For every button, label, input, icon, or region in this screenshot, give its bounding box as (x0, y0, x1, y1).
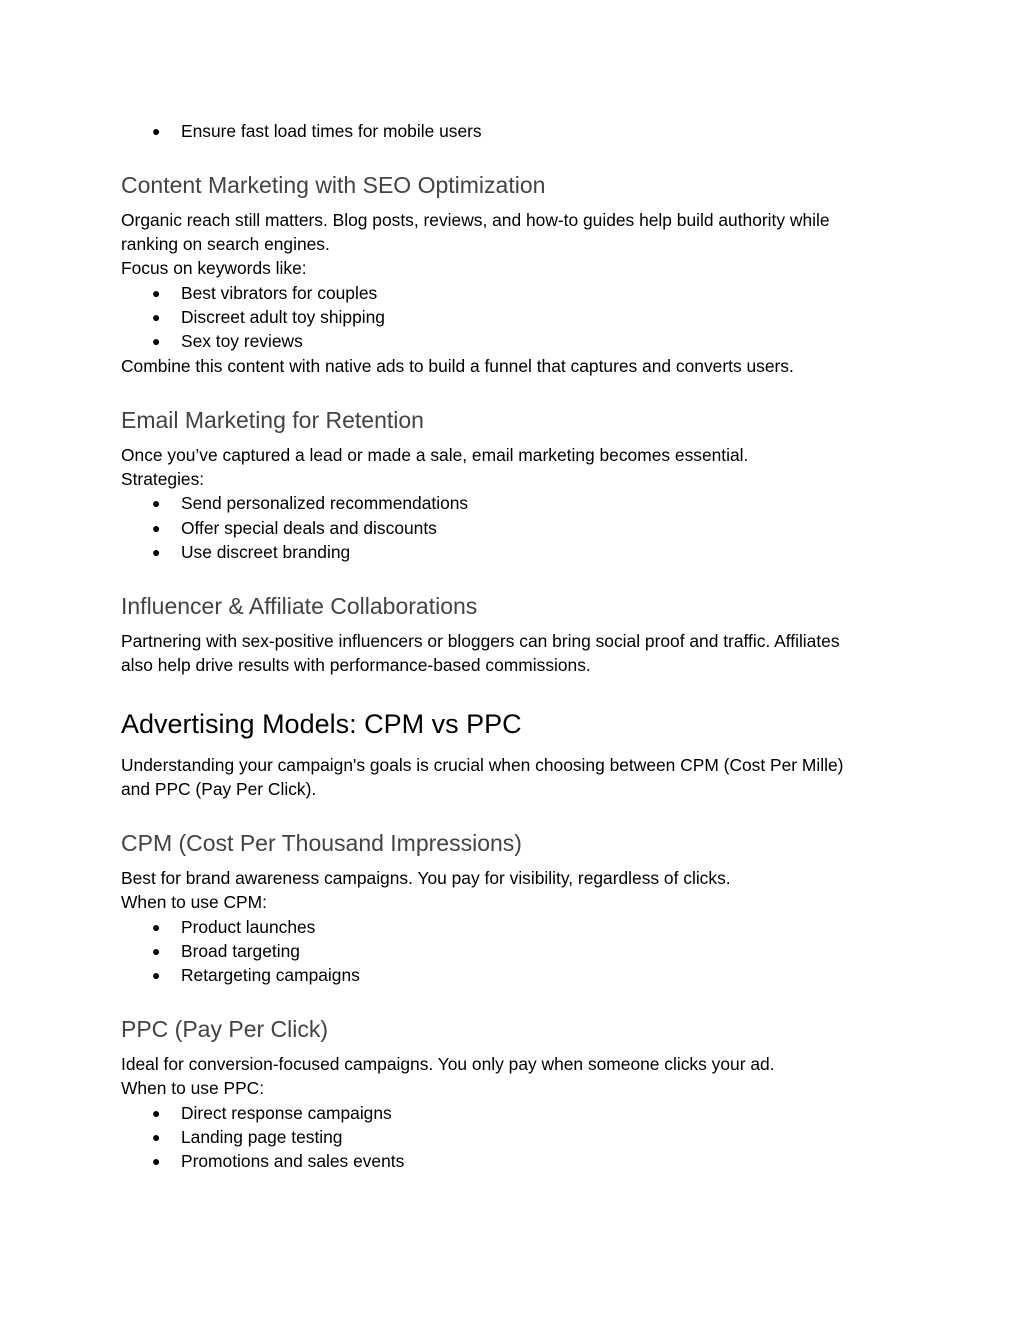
section-heading-email-marketing: Email Marketing for Retention (121, 407, 424, 433)
bullet-icon: ● (152, 285, 161, 301)
list-item: Best vibrators for couples (181, 283, 378, 303)
bullet-icon: ● (152, 967, 161, 983)
paragraph: and PPC (Pay Per Click). (121, 779, 317, 799)
paragraph: Strategies: (121, 469, 205, 489)
list-item: Ensure fast load times for mobile users (181, 121, 482, 141)
paragraph: Partnering with sex-positive influencers or bloggers can bring social proof and traffic. Affiliates (121, 631, 840, 651)
bullet-icon: ● (152, 1153, 161, 1169)
paragraph: Combine this content with native ads to build a funnel that captures and converts users. (121, 356, 794, 376)
bullet-icon: ● (152, 1129, 161, 1145)
paragraph: Ideal for conversion-focused campaigns. You only pay when someone clicks your ad. (121, 1054, 775, 1074)
paragraph: Once you’ve captured a lead or made a sale, email marketing becomes essential. (121, 445, 749, 465)
paragraph: ranking on search engines. (121, 234, 330, 254)
paragraph: When to use CPM: (121, 892, 267, 912)
bullet-icon: ● (152, 333, 161, 349)
bullet-icon: ● (152, 544, 161, 560)
list-item: Retargeting campaigns (181, 965, 360, 985)
bullet-icon: ● (152, 919, 161, 935)
paragraph: also help drive results with performance-based commissions. (121, 655, 591, 675)
list-item: Promotions and sales events (181, 1151, 405, 1171)
paragraph: When to use PPC: (121, 1078, 265, 1098)
section-heading-influencer: Influencer & Affiliate Collaborations (121, 593, 478, 619)
list-item: Broad targeting (181, 941, 300, 961)
list-item: Send personalized recommendations (181, 493, 469, 513)
paragraph: Organic reach still matters. Blog posts, reviews, and how-to guides help build authority while (121, 210, 830, 230)
list-item: Use discreet branding (181, 542, 351, 562)
section-heading-advertising-models: Advertising Models: CPM vs PPC (121, 709, 522, 739)
list-item: Sex toy reviews (181, 331, 303, 351)
paragraph: Understanding your campaign's goals is crucial when choosing between CPM (Cost Per Mille) (121, 755, 844, 775)
paragraph: Focus on keywords like: (121, 258, 307, 278)
bullet-icon: ● (152, 520, 161, 536)
paragraph: Best for brand awareness campaigns. You pay for visibility, regardless of clicks. (121, 868, 731, 888)
bullet-icon: ● (152, 495, 161, 511)
list-item: Product launches (181, 917, 316, 937)
section-heading-ppc: PPC (Pay Per Click) (121, 1016, 329, 1042)
section-heading-content-marketing: Content Marketing with SEO Optimization (121, 172, 546, 198)
list-item: Landing page testing (181, 1127, 343, 1147)
bullet-icon: ● (152, 309, 161, 325)
list-item: Discreet adult toy shipping (181, 307, 385, 327)
list-item: Direct response campaigns (181, 1103, 392, 1123)
bullet-icon: ● (152, 123, 161, 139)
bullet-icon: ● (152, 1105, 161, 1121)
list-item: Offer special deals and discounts (181, 518, 437, 538)
bullet-icon: ● (152, 943, 161, 959)
section-heading-cpm: CPM (Cost Per Thousand Impressions) (121, 830, 522, 856)
